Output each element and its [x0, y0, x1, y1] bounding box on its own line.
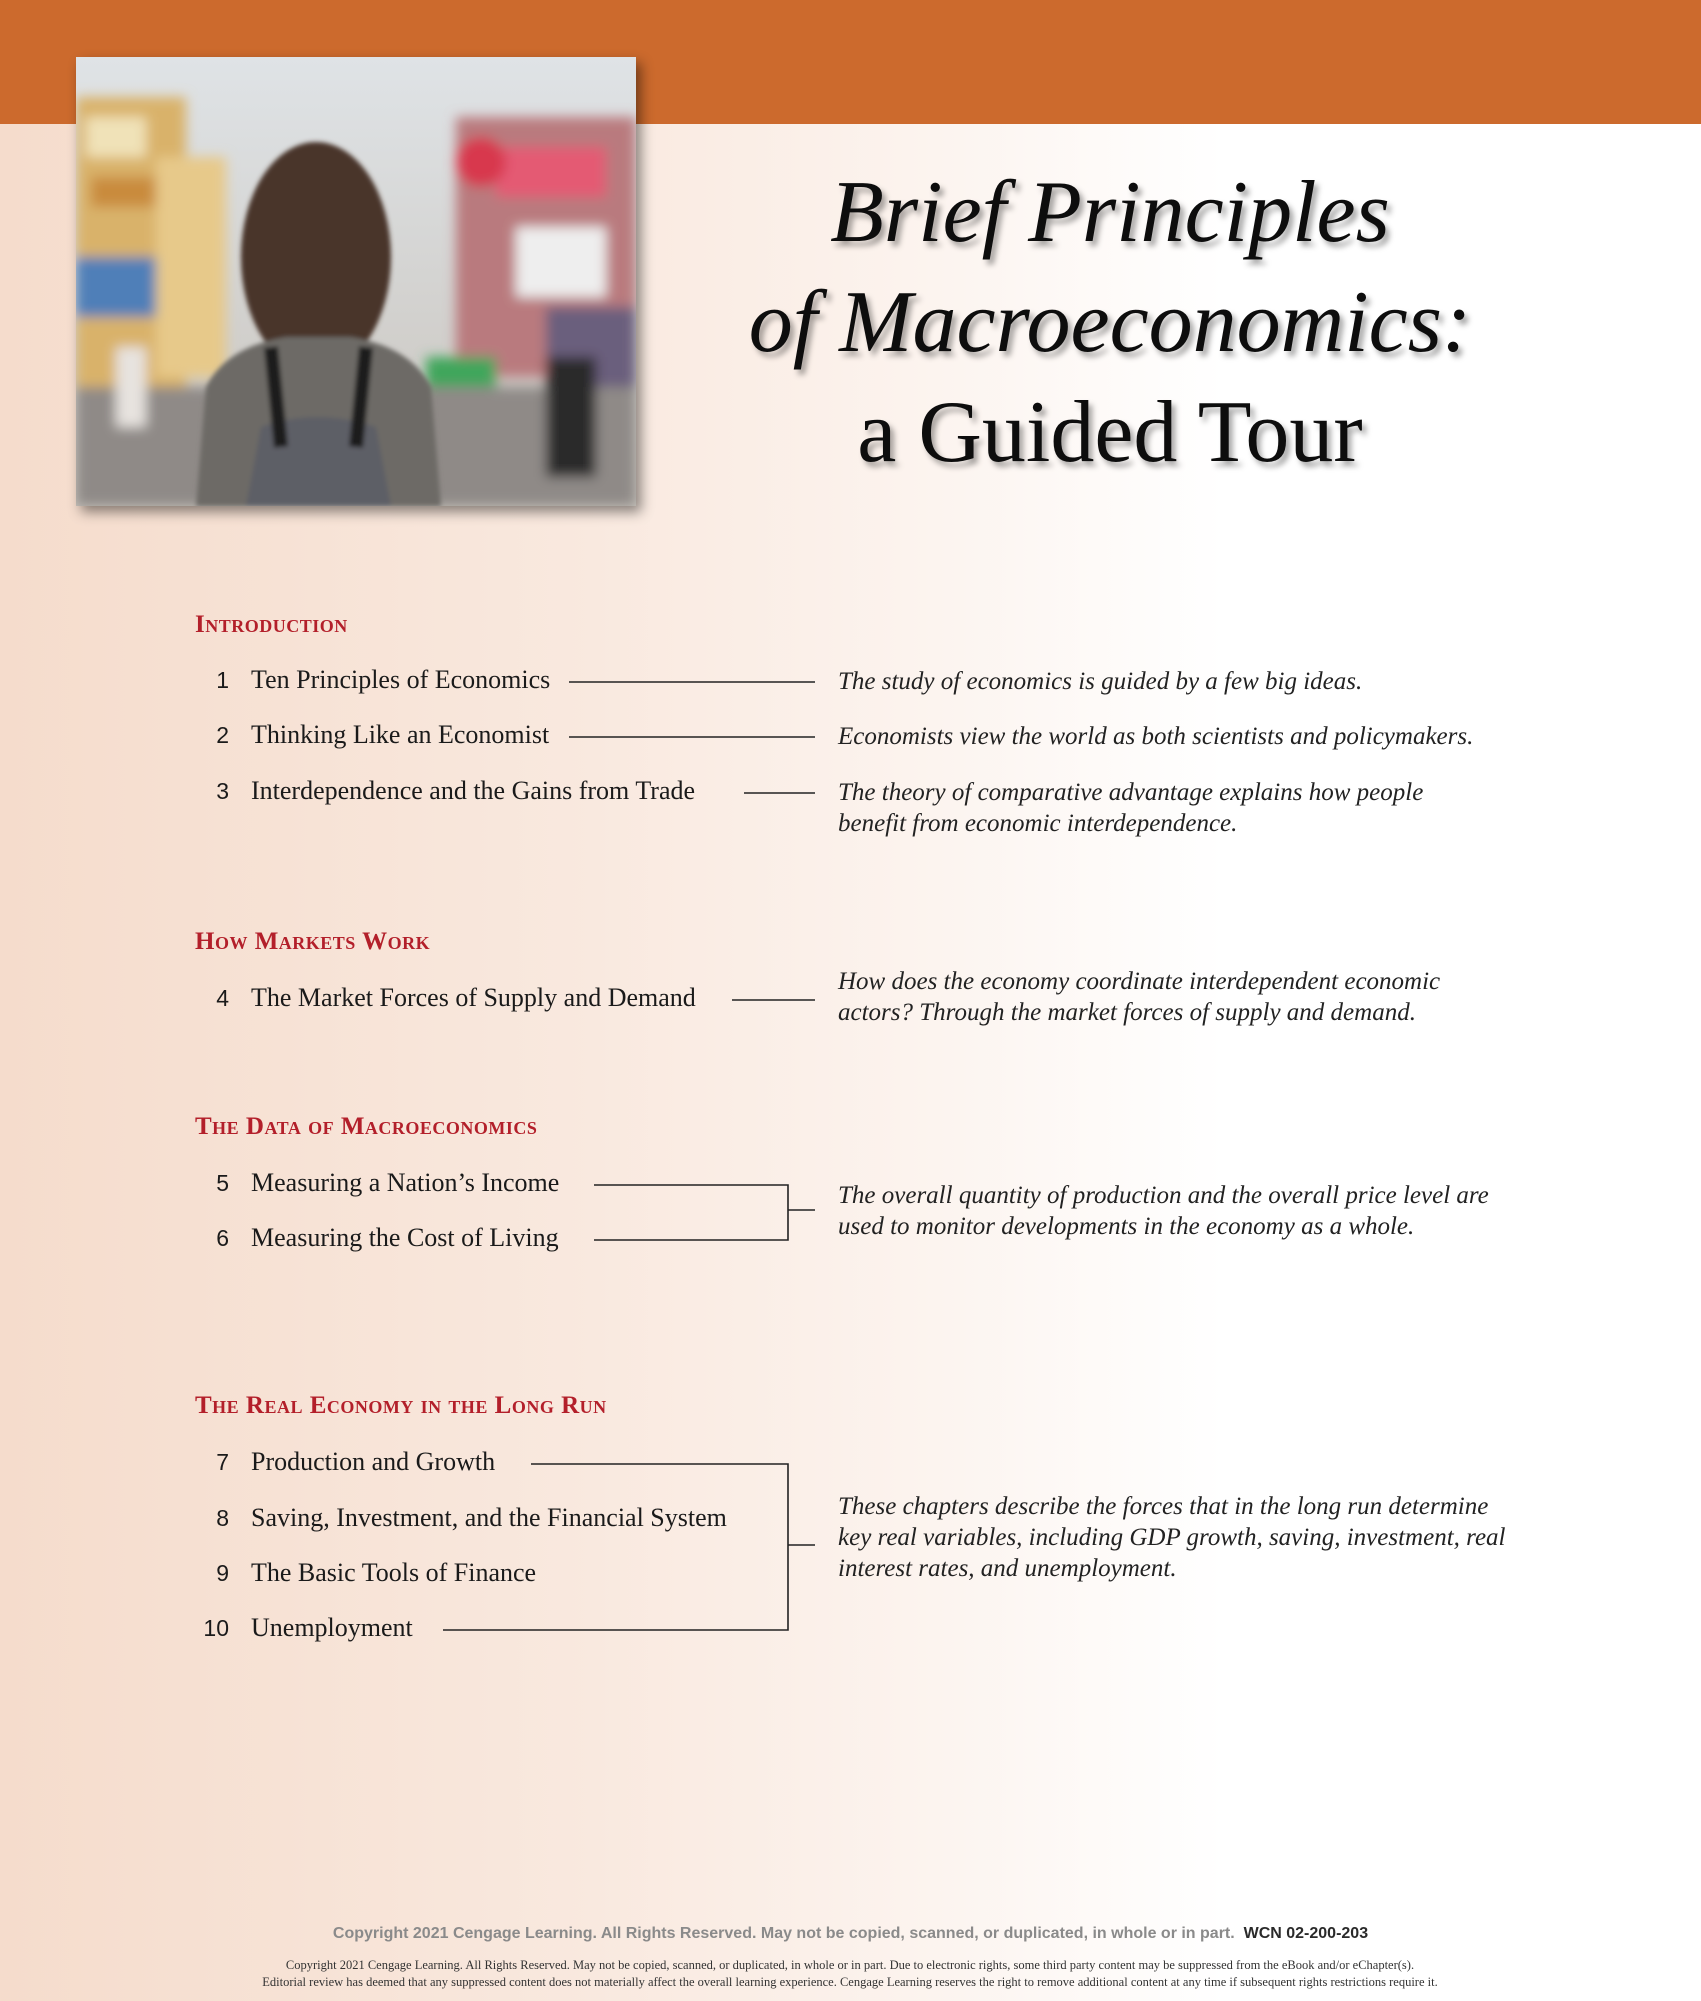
chapter-number: 5: [216, 1170, 229, 1196]
footer-wcn: WCN 02-200-203: [1243, 1925, 1369, 1942]
chapter-row: [195, 1611, 413, 1645]
chapter-title: Thinking Like an Economist: [251, 720, 550, 749]
footer-copyright-text: Copyright 2021 Cengage Learning. All Rights Reserved. May not be copied, scanned, or duplicated, in whole or in part.: [332, 1925, 1235, 1942]
chapter-title: The Market Forces of Supply and Demand: [251, 983, 696, 1012]
title-line-1: Brief Principles: [830, 164, 1390, 261]
chapter-number: 1: [216, 667, 229, 693]
chapter-description: These chapters describe the forces that in the long run determine key real variables, including GDP growth, saving, investment, real interest rates, and unemployment.: [838, 1493, 1506, 1582]
section-heading-data-of-macroeconomics: The Data of Macroeconomics: [195, 1113, 538, 1140]
chapter-row: [195, 1556, 536, 1590]
chapter-number: 8: [216, 1505, 229, 1531]
title-line-2: of Macroeconomics:: [748, 274, 1472, 371]
chapter-title: Measuring a Nation’s Income: [251, 1168, 560, 1197]
chapter-number: 6: [216, 1225, 229, 1251]
chapter-description: Economists view the world as both scientists and policymakers.: [838, 723, 1474, 750]
section-heading-introduction: Introduction: [195, 611, 348, 638]
footer-copyright: [0, 1925, 1701, 1943]
chapter-description: The theory of comparative advantage explains how people benefit from economic interdependence.: [838, 779, 1424, 837]
chapter-title: Production and Growth: [251, 1447, 496, 1476]
chapter-row: [195, 1221, 559, 1255]
chapter-row: [195, 1501, 727, 1535]
chapter-title: Unemployment: [251, 1613, 413, 1642]
chapter-number: 10: [203, 1615, 229, 1641]
chapter-row: [195, 663, 550, 697]
chapter-number: 9: [216, 1560, 229, 1586]
chapter-number: 2: [216, 722, 229, 748]
chapter-description: How does the economy coordinate interdependent economic actors? Through the market forces of supply and demand.: [838, 968, 1441, 1026]
chapter-description: The study of economics is guided by a few big ideas.: [838, 668, 1363, 695]
section-heading-real-economy-long-run: The Real Economy in the Long Run: [195, 1392, 607, 1419]
chapter-title: Ten Principles of Economics: [251, 665, 551, 694]
chapter-row: [195, 718, 549, 752]
footer-legal-line-1: Copyright 2021 Cengage Learning. All Rights Reserved. May not be copied, scanned, or duplicated, in whole or in part. Due to electronic rights, some third party content may be suppressed from the eBook and/or eChapter(s).: [285, 1958, 1415, 1972]
chapter-title: The Basic Tools of Finance: [251, 1558, 537, 1587]
chapter-title: Interdependence and the Gains from Trade: [251, 776, 696, 805]
chapter-number: 4: [216, 985, 229, 1011]
chapter-title: Measuring the Cost of Living: [251, 1223, 559, 1252]
chapter-row: [195, 981, 696, 1015]
chapter-description: The overall quantity of production and the overall price level are used to monitor developments in the economy as a whole.: [838, 1182, 1489, 1240]
section-heading-how-markets-work: How Markets Work: [195, 928, 431, 955]
chapter-title: Saving, Investment, and the Financial System: [251, 1503, 727, 1532]
chapter-row: [195, 774, 695, 808]
footer-legal-line-2: Editorial review has deemed that any suppressed content does not materially affect the overall learning experience. Cengage Learning reserves the right to remove additional content at any time if subsequent rights restrictions require it.: [262, 1975, 1438, 1989]
title-line-3: a Guided Tour: [857, 384, 1363, 481]
bracket-ch7-10: [443, 1464, 788, 1630]
chapter-row: [195, 1166, 559, 1200]
chapter-number: 3: [216, 778, 229, 804]
bracket-ch5-6: [594, 1185, 788, 1240]
chapter-number: 7: [216, 1449, 229, 1475]
chapter-row: [195, 1445, 495, 1479]
